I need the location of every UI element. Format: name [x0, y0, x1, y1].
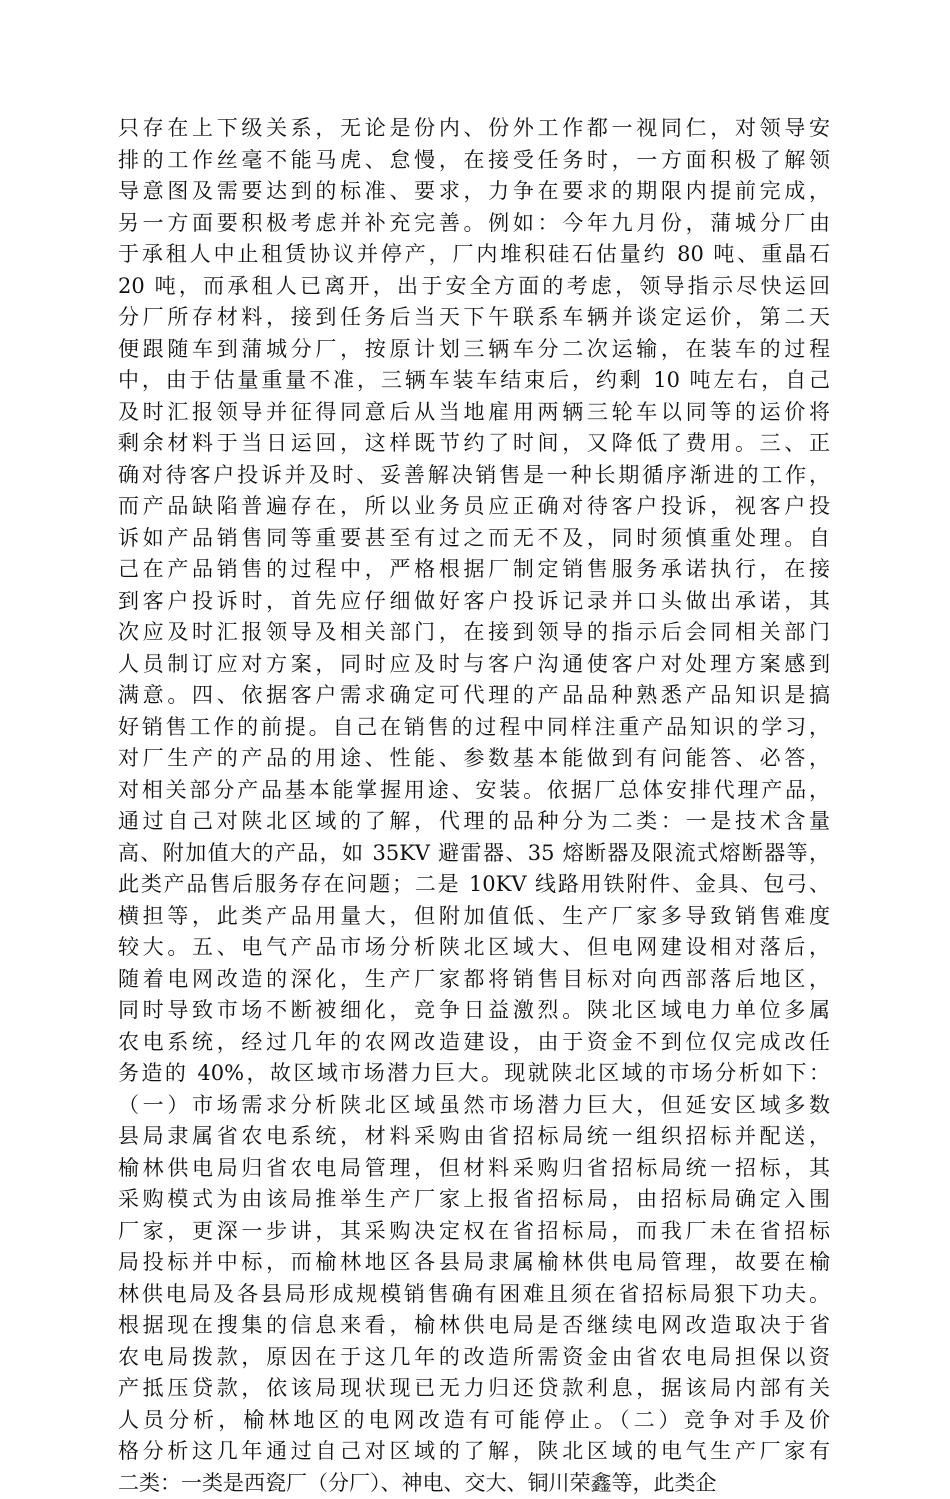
- text-line: 高、附加值大的产品，如 35KV 避雷器、35 熔断器及限流式熔断器等，: [118, 838, 830, 870]
- text-line: 另一方面要积极考虑并补充完善。例如：今年九月份，蒲城分厂由: [118, 208, 830, 240]
- text-line: 剩余材料于当日运回，这样既节约了时间，又降低了费用。三、正: [118, 428, 830, 460]
- text-line: 及时汇报领导并征得同意后从当地雇用两辆三轮车以同等的运价将: [118, 397, 830, 429]
- text-line: 中，由于估量重量不准，三辆车装车结束后，约剩 10 吨左右，自己: [118, 365, 830, 397]
- text-line: 厂家，更深一步讲，其采购决定权在省招标局，而我厂未在省招标: [118, 1216, 830, 1248]
- text-line: 较大。五、电气产品市场分析陕北区域大、但电网建设相对落后，: [118, 932, 830, 964]
- text-line: 满意。四、依据客户需求确定可代理的产品品种熟悉产品知识是搞: [118, 680, 830, 712]
- text-line: 格分析这几年通过自己对区域的了解，陕北区域的电气生产厂家有: [118, 1436, 830, 1468]
- text-line: 排的工作丝毫不能马虎、怠慢，在接受任务时，一方面积极了解领: [118, 145, 830, 177]
- text-line: 导意图及需要达到的标准、要求，力争在要求的期限内提前完成，: [118, 176, 830, 208]
- text-line: 只存在上下级关系，无论是份内、份外工作都一视同仁，对领导安: [118, 113, 830, 145]
- text-line: 榆林供电局归省农电局管理，但材料采购归省招标局统一招标，其: [118, 1153, 830, 1185]
- text-line: 人员制订应对方案，同时应及时与客户沟通使客户对处理方案感到: [118, 649, 830, 681]
- text-line: （一）市场需求分析陕北区域虽然市场潜力巨大，但延安区域多数: [118, 1090, 830, 1122]
- text-line: 20 吨，而承租人已离开，出于安全方面的考虑，领导指示尽快运回: [118, 271, 830, 303]
- text-line: 横担等，此类产品用量大，但附加值低、生产厂家多导致销售难度: [118, 901, 830, 933]
- text-line: 好销售工作的前提。自己在销售的过程中同样注重产品知识的学习，: [118, 712, 830, 744]
- text-line: 产抵压贷款，依该局现状现已无力归还贷款利息，据该局内部有关: [118, 1373, 830, 1405]
- text-line: 此类产品售后服务存在问题；二是 10KV 线路用铁附件、金具、包弓、: [118, 869, 830, 901]
- text-line: 随着电网改造的深化，生产厂家都将销售目标对向西部落后地区，: [118, 964, 830, 996]
- text-line: 而产品缺陷普遍存在，所以业务员应正确对待客户投诉，视客户投: [118, 491, 830, 523]
- text-line: 诉如产品销售同等重要甚至有过之而无不及，同时须慎重处理。自: [118, 523, 830, 555]
- text-line: 林供电局及各县局形成规模销售确有困难且须在省招标局狠下功夫。: [118, 1279, 830, 1311]
- text-line: 通过自己对陕北区域的了解，代理的品种分为二类：一是技术含量: [118, 806, 830, 838]
- text-line: 确对待客户投诉并及时、妥善解决销售是一种长期循序渐进的工作，: [118, 460, 830, 492]
- text-line: 县局隶属省农电系统，材料采购由省招标局统一组织招标并配送，: [118, 1121, 830, 1153]
- text-line: 己在产品销售的过程中，严格根据厂制定销售服务承诺执行，在接: [118, 554, 830, 586]
- text-line: 到客户投诉时，首先应仔细做好客户投诉记录并口头做出承诺，其: [118, 586, 830, 618]
- text-line: 对相关部分产品基本能掌握用途、安装。依据厂总体安排代理产品，: [118, 775, 830, 807]
- text-line: 次应及时汇报领导及相关部门，在接到领导的指示后会同相关部门: [118, 617, 830, 649]
- text-line: 根据现在搜集的信息来看，榆林供电局是否继续电网改造取决于省: [118, 1310, 830, 1342]
- text-line: 便跟随车到蒲城分厂，按原计划三辆车分二次运输，在装车的过程: [118, 334, 830, 366]
- text-line: 分厂所存材料，接到任务后当天下午联系车辆并谈定运价，第二天: [118, 302, 830, 334]
- text-line: 同时导致市场不断被细化，竞争日益激烈。陕北区域电力单位多属: [118, 995, 830, 1027]
- text-line: 农电局拨款，原因在于这几年的改造所需资金由省农电局担保以资: [118, 1342, 830, 1374]
- text-line: 对厂生产的产品的用途、性能、参数基本能做到有问能答、必答，: [118, 743, 830, 775]
- text-line: 于承租人中止租赁协议并停产，厂内堆积硅石估量约 80 吨、重晶石: [118, 239, 830, 271]
- text-line: 局投标并中标，而榆林地区各县局隶属榆林供电局管理，故要在榆: [118, 1247, 830, 1279]
- text-line: 人员分析，榆林地区的电网改造有可能停止。（二）竞争对手及价: [118, 1405, 830, 1437]
- text-line: 二类：一类是西瓷厂（分厂）、神电、交大、铜川荣鑫等，此类企: [118, 1468, 830, 1499]
- text-line: 采购模式为由该局推举生产厂家上报省招标局，由招标局确定入围: [118, 1184, 830, 1216]
- body-text: [118, 113, 830, 1499]
- text-line: 农电系统，经过几年的农网改造建设，由于资金不到位仅完成改任: [118, 1027, 830, 1059]
- text-line: 务造的 40%，故区域市场潜力巨大。现就陕北区域的市场分析如下：: [118, 1058, 830, 1090]
